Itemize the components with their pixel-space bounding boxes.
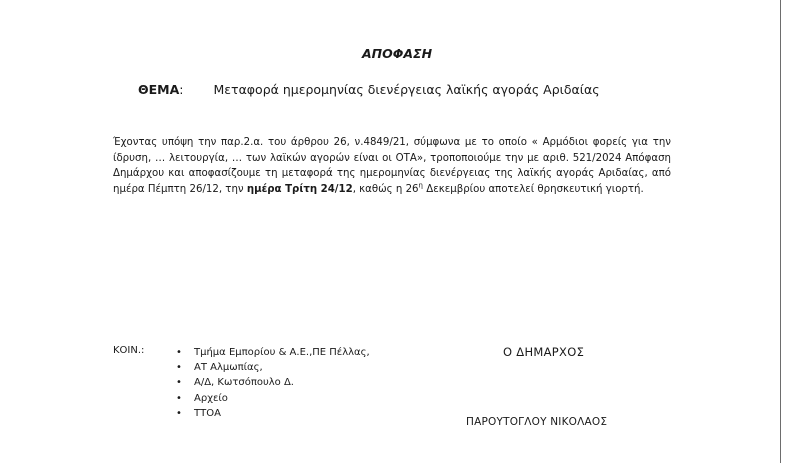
body-text-superscript: η	[418, 181, 423, 190]
distribution-list	[176, 345, 370, 421]
subject-colon: :	[179, 82, 184, 97]
signatory-name: ΠΑΡΟΥΤΟΓΛΟΥ ΝΙΚΟΛΑΟΣ	[466, 416, 608, 428]
subject-line	[138, 82, 600, 97]
distribution-item: • Αρχείο	[176, 391, 370, 406]
subject-label: ΘΕΜΑ	[138, 82, 180, 97]
body-text-bold: ημέρα Τρίτη 24/12	[246, 183, 353, 195]
signatory-title: Ο ΔΗΜΑΡΧΟΣ	[503, 345, 585, 359]
distribution-item: • ΑΤ Αλμωπίας,	[176, 360, 370, 375]
subject-text: Μεταφορά ημερομηνίας διενέργειας λαϊκής αγοράς Αριδαίας	[213, 82, 600, 97]
page-edge-line	[780, 0, 781, 463]
body-text-part3: Δεκεμβρίου αποτελεί θρησκευτική γιορτή.	[422, 183, 644, 195]
distribution-label: ΚΟΙΝ.:	[113, 345, 145, 356]
body-text-part1: Έχοντας υπόψη την παρ.2.α. του άρθρου 26, ν.4849/21, σύμφωνα με το οποίο « Αρμόδιοι φορείς για την ίδρυση, … λειτουργία, … των λαϊκών αγορών είναι οι ΟΤΑ», τροποποιούμε την με αριθ. 521/2024 Απόφαση Δημάρχου και αποφασίζουμε τη μεταφορά της ημερομηνίας διενέργειας της λαϊκής αγοράς Αριδαίας, από ημέρα Πέμπτη 26/12, την	[113, 137, 671, 195]
body-text-part2: , καθώς η 26	[352, 183, 419, 195]
distribution-item: • ΤΤΟΑ	[176, 406, 370, 421]
body-paragraph	[113, 135, 671, 197]
distribution-item: • Τμήμα Εμπορίου & Α.Ε.,ΠΕ Πέλλας,	[176, 345, 370, 360]
document-title: ΑΠΟΦΑΣΗ	[361, 46, 433, 61]
distribution-item: • Α/Δ, Κωτσόπουλο Δ.	[176, 375, 370, 390]
